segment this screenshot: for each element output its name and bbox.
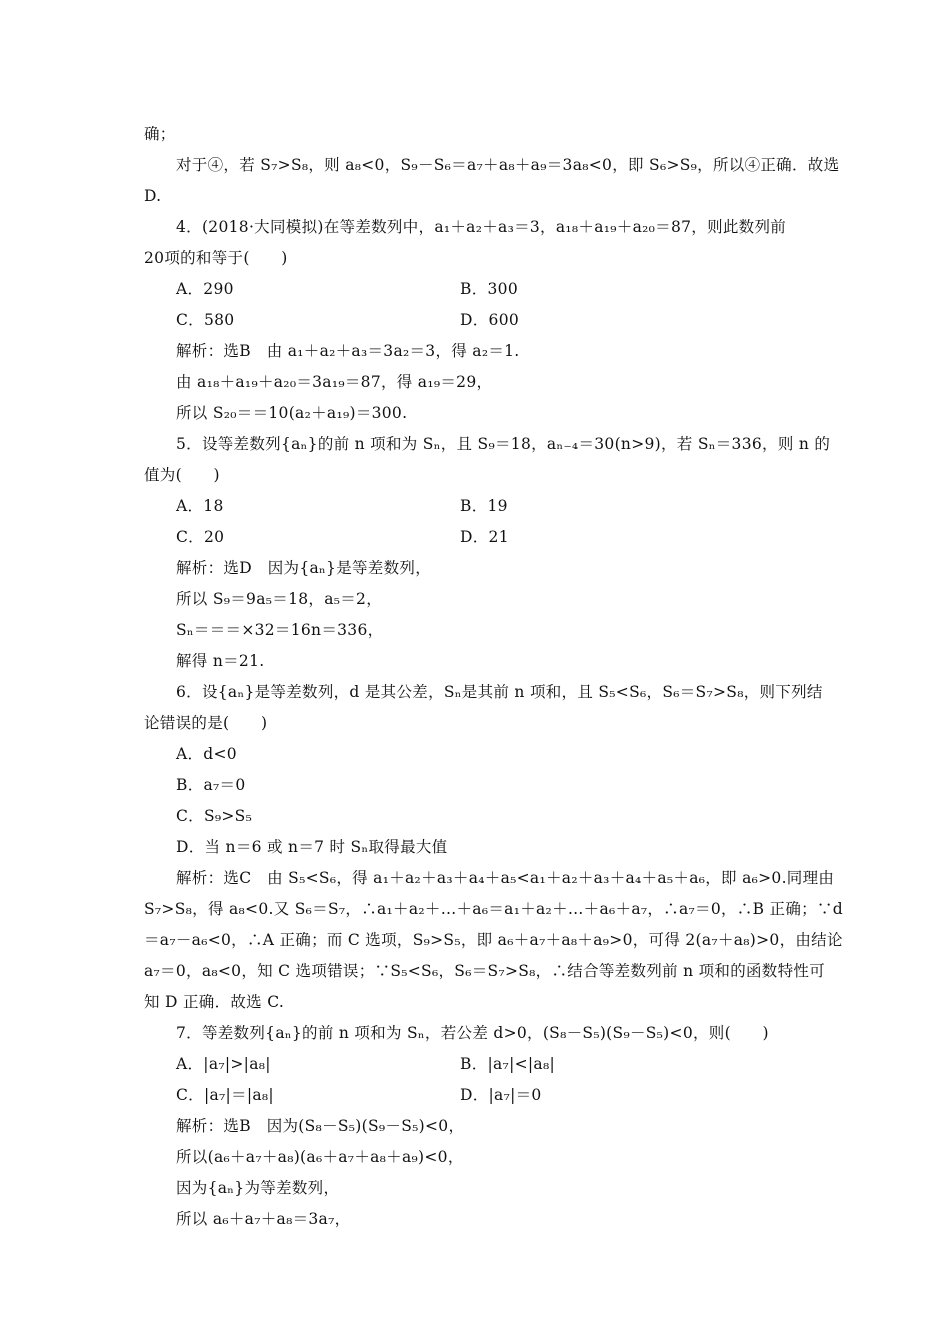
text-line: D．600 [460,311,520,329]
text-line: C．S₉>S₅ [176,807,253,825]
text-line: 由 a₁₈＋a₁₉＋a₂₀＝3a₁₉＝87，得 a₁₉＝29， [176,373,493,391]
text-line: B．19 [460,497,508,515]
text-line: A．|a₇|>|a₈| [176,1055,271,1073]
text-line: 所以(a₆＋a₇＋a₈)(a₆＋a₇＋a₈＋a₉)<0， [176,1148,464,1166]
text-line: a₇＝0，a₈<0，知 C 选项错误；∵S₅<S₆，S₆＝S₇>S₈，∴结合等差数列前 n 项和的函数特性可 [144,962,826,980]
text-line: B．a₇＝0 [176,776,246,794]
text-line: 7．等差数列{aₙ}的前 n 项和为 Sₙ，若公差 d>0，(S₈－S₅)(S₉－S₅)<0，则( ) [176,1024,769,1042]
text-line: C．|a₇|＝|a₈| [176,1086,274,1104]
text-line: D．|a₇|＝0 [460,1086,542,1104]
text-line: 确； [144,125,176,143]
text-line: 20项的和等于( ) [144,249,288,267]
text-line: 知 D 正确．故选 C. [144,993,285,1011]
text-line: B．|a₇|<|a₈| [460,1055,555,1073]
text-line: 解析：选B 因为(S₈－S₅)(S₉－S₅)<0， [176,1117,465,1135]
text-line: ＝a₇－a₆<0，∴A 正确；而 C 选项，S₉>S₅，即 a₆＋a₇＋a₈＋a₉>0，可得 2(a₇＋a₈)>0，由结论 [144,931,843,949]
text-line: 解析：选B 由 a₁＋a₂＋a₃＝3a₂＝3，得 a₂＝1. [176,342,520,360]
text-line: 所以 a₆＋a₇＋a₈＝3a₇， [176,1210,351,1228]
text-line: Sₙ＝＝＝×32＝16n＝336， [176,621,384,639]
text-line: A．290 [176,280,234,298]
text-line: 4．(2018·大同模拟)在等差数列中，a₁＋a₂＋a₃＝3，a₁₈＋a₁₉＋a₂₀＝87，则此数列前 [176,218,787,236]
text-line: 论错误的是( ) [144,714,268,732]
text-line: D. [144,187,162,205]
text-line: A．18 [176,497,224,515]
text-line: 解析：选D 因为{aₙ}是等差数列， [176,559,431,577]
text-line: B．300 [460,280,518,298]
text-line: S₇>S₈，得 a₈<0.又 S₆＝S₇，∴a₁＋a₂＋…＋a₆＝a₁＋a₂＋…＋a₆＋a₇，∴a₇＝0，∴B 正确；∵d [144,900,843,918]
text-line: 所以 S₂₀＝＝10(a₂＋a₁₉)＝300. [176,404,408,422]
text-line: D．当 n＝6 或 n＝7 时 Sₙ取得最大值 [176,838,448,856]
text-line: 解析：选C 由 S₅<S₆，得 a₁＋a₂＋a₃＋a₄＋a₅<a₁＋a₂＋a₃＋a₄＋a₅＋a₆，即 a₆>0.同理由 [176,869,835,887]
text-line: A．d<0 [176,745,237,763]
text-line: D．21 [460,528,509,546]
text-line: C．20 [176,528,225,546]
text-line: 5．设等差数列{aₙ}的前 n 项和为 Sₙ，且 S₉＝18，aₙ₋₄＝30(n>9)，若 Sₙ＝336，则 n 的 [176,435,831,453]
text-line: 对于④，若 S₇>S₈，则 a₈<0，S₉－S₆＝a₇＋a₈＋a₉＝3a₈<0，即 S₆>S₉，所以④正确．故选 [176,156,840,174]
text-line: 因为{aₙ}为等差数列， [176,1179,340,1197]
text-line: 6．设{aₙ}是等差数列，d 是其公差，Sₙ是其前 n 项和，且 S₅<S₆，S₆＝S₇>S₈，则下列结 [176,683,823,701]
text-line: 所以 S₉＝9a₅＝18，a₅＝2， [176,590,383,608]
text-line: 解得 n＝21. [176,652,265,670]
text-line: 值为( ) [144,466,220,484]
text-line: C．580 [176,311,235,329]
